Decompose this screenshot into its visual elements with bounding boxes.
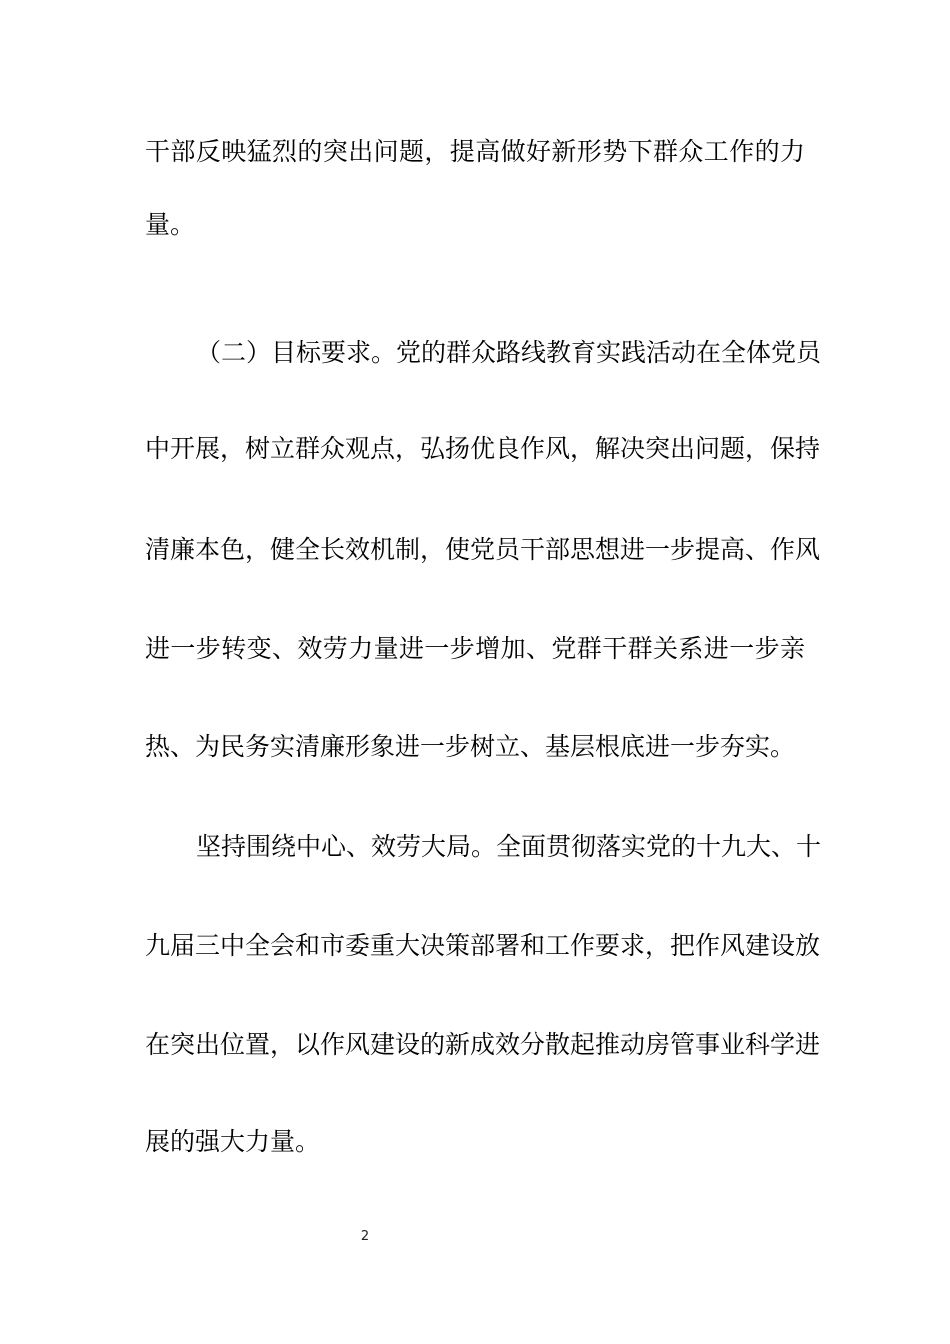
text-line-3: （二）目标要求。党的群众路线教育实践活动在全体党员 [196, 338, 822, 367]
page-number: 2 [360, 1229, 370, 1244]
text-line-7: 热、为民务实清廉形象进一步树立、基层根底进一步夯实。 [145, 732, 796, 761]
text-line-9: 九届三中全会和市委重大决策部署和工作要求，把作风建设放 [145, 931, 821, 960]
text-line-6: 进一步转变、效劳力量进一步增加、党群干群关系进一步亲 [145, 634, 805, 663]
text-line-4: 中开展，树立群众观点，弘扬优良作风，解决突出问题，保持 [145, 434, 821, 463]
text-line-5: 清廉本色，健全长效机制，使党员干部思想进一步提高、作风 [145, 535, 821, 564]
text-line-8: 坚持围绕中心、效劳大局。全面贯彻落实党的十九大、十 [196, 832, 822, 861]
text-line-11: 展的强大力量。 [145, 1127, 321, 1156]
text-line-1: 干部反映猛烈的突出问题，提高做好新形势下群众工作的力 [145, 137, 805, 166]
text-line-10: 在突出位置，以作风建设的新成效分散起推动房管事业科学进 [145, 1030, 821, 1059]
text-line-2: 量。 [145, 210, 196, 239]
